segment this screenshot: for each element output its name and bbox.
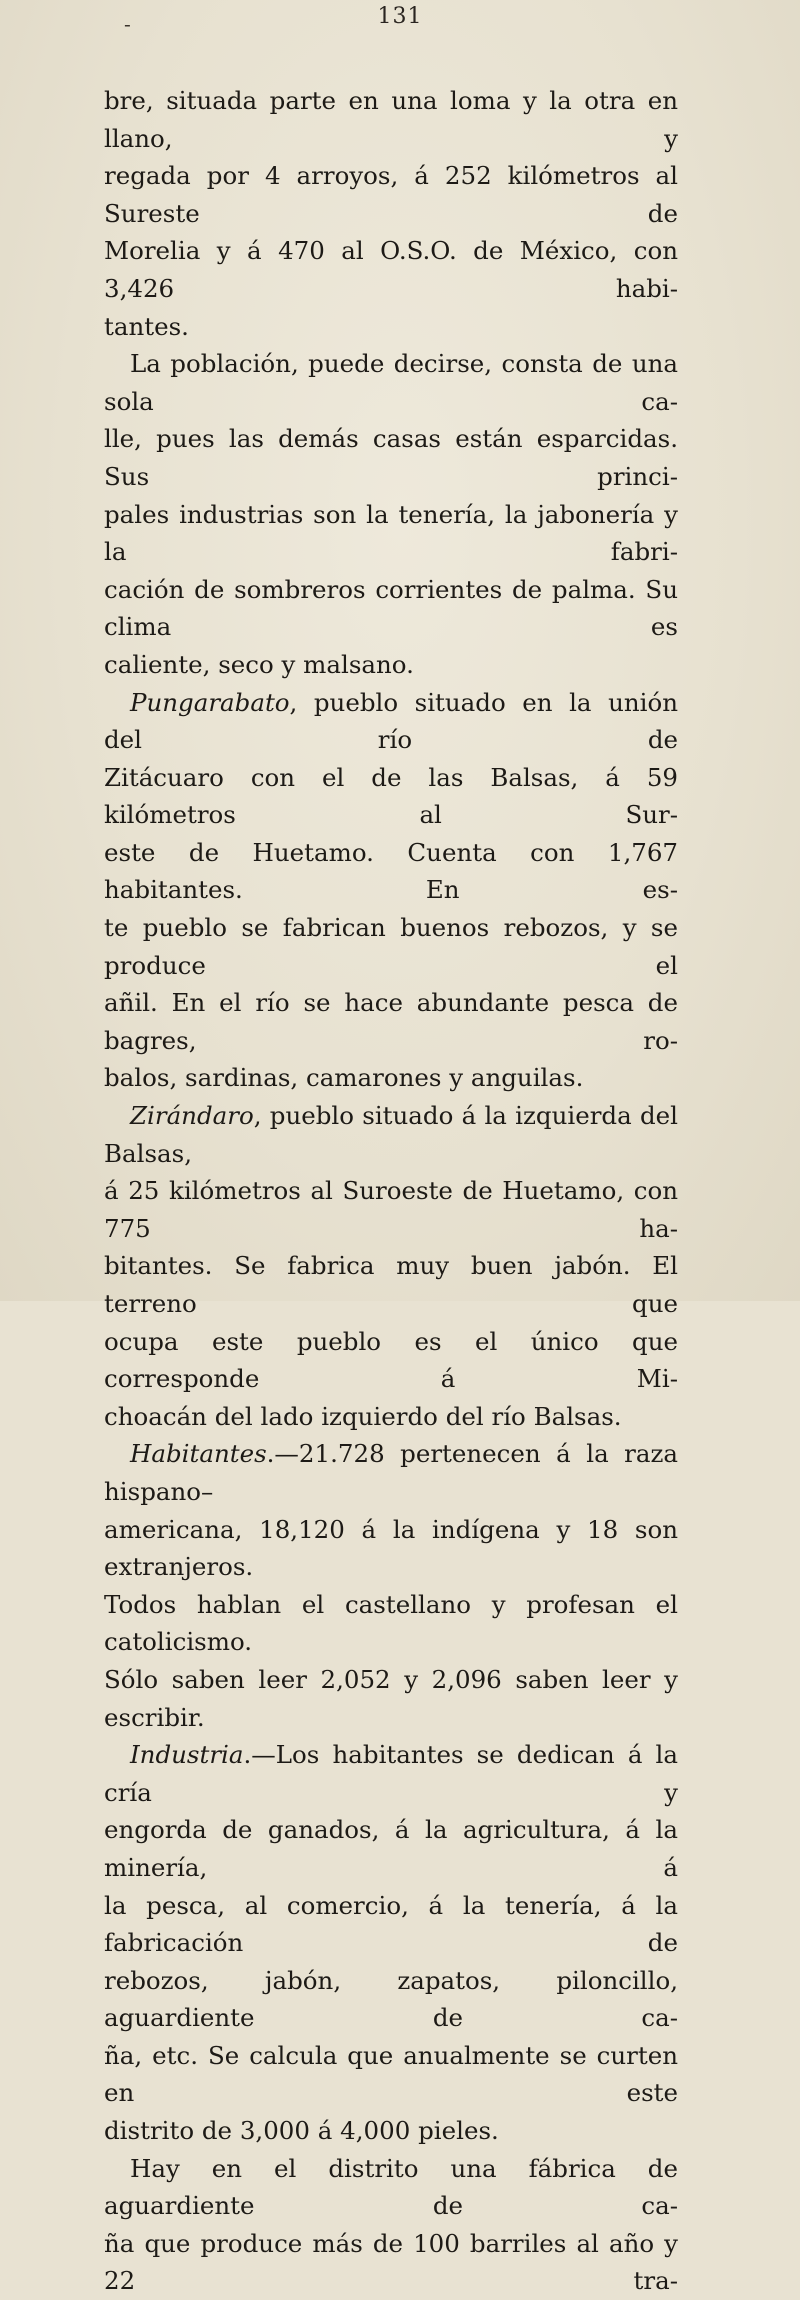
text-line xyxy=(104,1586,678,1661)
text-line xyxy=(104,1247,678,1322)
body-text xyxy=(104,82,678,2300)
text-line xyxy=(104,984,678,1059)
italic-heading: Habitantes xyxy=(130,1439,267,1469)
line-text: Morelia y á 470 al O.S.O. de México, con 3,426 habi- xyxy=(104,236,678,303)
line-text: rebozos, jabón, zapatos, piloncillo, aguardiente de ca- xyxy=(104,1965,678,2033)
line-text: la pesca, al comercio, á la tenería, á la fabricación de xyxy=(104,1890,678,1958)
text-line xyxy=(104,571,678,646)
text-line xyxy=(104,646,678,684)
line-text: choacán del lado izquierdo del río Balsas. xyxy=(104,1401,622,1431)
line-text: pales industrias son la tenería, la jabonería y la fabri- xyxy=(104,499,678,567)
line-text: añil. En el río se hace abundante pesca de bagres, ro- xyxy=(104,988,678,1055)
line-text: ña que produce más de 100 barriles al año y 22 tra- xyxy=(104,2228,678,2296)
line-text: bitantes. Se fabrica muy buen jabón. El terreno que xyxy=(104,1251,678,1318)
italic-heading: Pungarabato xyxy=(130,687,290,717)
text-line xyxy=(104,1887,678,1962)
line-text: cación de sombreros corrientes de palma. Su clima es xyxy=(104,574,678,642)
top-mark: - xyxy=(124,12,131,36)
line-text: lle, pues las demás casas están esparcidas. Sus princi- xyxy=(104,424,678,491)
line-text: Zitácuaro con el de las Balsas, á 59 kilómetros al Sur- xyxy=(104,762,678,830)
text-line xyxy=(104,1661,678,1736)
text-line xyxy=(104,2150,678,2225)
line-text: ocupa este pueblo es el único que corresponde á Mi- xyxy=(104,1326,678,1394)
text-line xyxy=(104,496,678,571)
line-text: .—Los habitantes se dedican á la cría y xyxy=(104,1740,678,1807)
text-line xyxy=(104,1736,678,1811)
text-line xyxy=(104,1059,678,1097)
text-line xyxy=(104,2225,678,2300)
line-text: La población, puede decirse, consta de una sola ca- xyxy=(104,349,678,416)
line-text: te pueblo se fabrican buenos rebozos, y se produce el xyxy=(104,913,678,980)
text-line xyxy=(104,1398,678,1436)
line-text: caliente, seco y malsano. xyxy=(104,649,414,679)
text-line xyxy=(104,1323,678,1398)
text-line xyxy=(104,1435,678,1510)
line-text: balos, sardinas, camarones y anguilas. xyxy=(104,1063,584,1093)
text-line xyxy=(104,759,678,834)
line-text: .—21.728 pertenecen á la raza hispano– xyxy=(104,1439,678,1506)
italic-heading: Zirándaro xyxy=(130,1101,254,1131)
line-text: ña, etc. Se calcula que anualmente se curten en este xyxy=(104,2040,678,2108)
text-line xyxy=(104,157,678,232)
line-text: Hay en el distrito una fábrica de aguardiente de ca- xyxy=(104,2153,678,2221)
text-line xyxy=(104,308,678,346)
line-text: este de Huetamo. Cuenta con 1,767 habitantes. En es- xyxy=(104,837,678,905)
line-text: regada por 4 arroyos, á 252 kilómetros al Sureste de xyxy=(104,161,678,228)
line-text: , pueblo situado á la izquierda del Balsas, xyxy=(104,1101,678,1168)
line-text: distrito de 3,000 á 4,000 pieles. xyxy=(104,2116,499,2146)
line-text: engorda de ganados, á la agricultura, á la minería, á xyxy=(104,1815,678,1882)
text-line xyxy=(104,2112,678,2150)
text-line xyxy=(104,232,678,307)
text-line xyxy=(104,82,678,157)
text-line xyxy=(104,909,678,984)
line-text: Sólo saben leer 2,052 y 2,096 saben leer y escribir. xyxy=(104,1664,678,1732)
line-text: bre, situada parte en una loma y la otra en llano, y xyxy=(104,86,678,153)
text-line xyxy=(104,1097,678,1172)
page-number: 131 xyxy=(377,4,423,29)
line-text: á 25 kilómetros al Suroeste de Huetamo, con 775 ha- xyxy=(104,1176,678,1243)
text-line xyxy=(104,834,678,909)
text-line xyxy=(104,1811,678,1886)
line-text: , pueblo situado en la unión del río de xyxy=(104,687,678,755)
text-line xyxy=(104,1962,678,2037)
line-text: americana, 18,120 á la indígena y 18 son extranjeros. xyxy=(104,1514,678,1582)
text-line xyxy=(104,684,678,759)
text-line xyxy=(104,1511,678,1586)
text-line xyxy=(104,420,678,495)
line-text: tantes. xyxy=(104,311,189,341)
text-line xyxy=(104,2037,678,2112)
text-line xyxy=(104,1172,678,1247)
line-text: Todos hablan el castellano y profesan el catolicismo. xyxy=(104,1589,678,1657)
text-line xyxy=(104,345,678,420)
italic-heading: Industria xyxy=(130,1740,244,1770)
